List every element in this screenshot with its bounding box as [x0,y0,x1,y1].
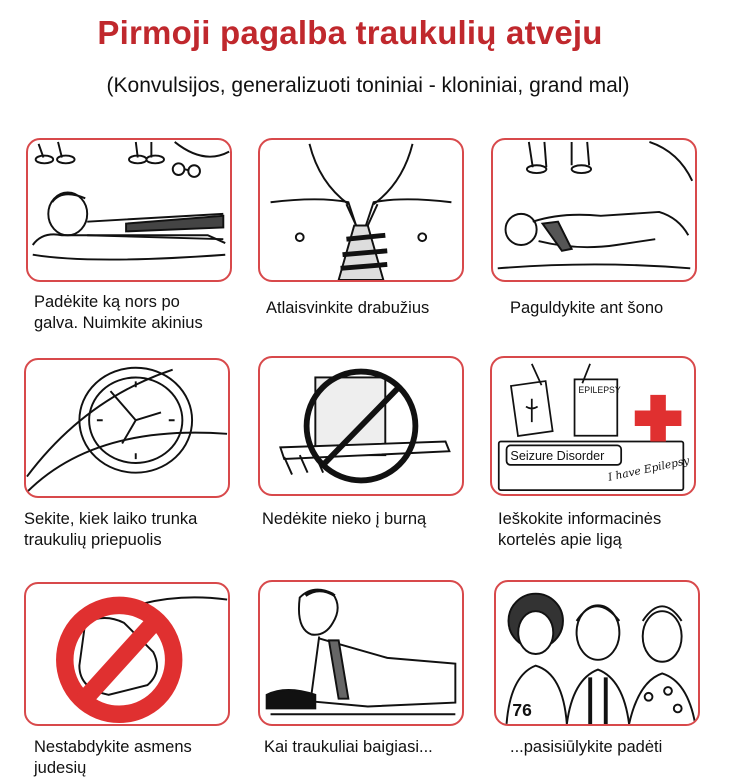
epilepsy-tag-text: EPILEPSY [578,384,621,395]
illustration-watch [24,358,230,498]
step-5-caption: Nedėkite nieko į burną [262,510,427,528]
illustration-nothing-in-mouth [258,356,464,496]
card-note-text: I have Epilepsy [606,453,691,484]
step-9-caption: ...pasisiūlykite padėti [510,738,663,756]
illustration-do-not-restrain [24,582,230,726]
illustration-after-seizure [258,580,464,726]
card-seizure-text: Seizure Disorder [510,449,605,463]
illustration-offer-help [494,580,700,726]
page-subtitle: (Konvulsijos, generalizuoti toniniai - kloniniai, grand mal) [106,74,630,97]
step-6-caption: Ieškokite informacinės kortelės apie ligą [498,510,662,549]
page-title: Pirmoji pagalba traukulių atveju [97,14,603,51]
step-2-caption: Atlaisvinkite drabužius [266,299,430,317]
step-4-caption: Sekite, kiek laiko trunka traukulių priepuolis [24,510,198,549]
step-3-caption: Paguldykite ant šono [510,299,664,317]
illustration-recovery-position [491,138,697,282]
svg-text:76: 76 [512,700,532,721]
illustration-medical-card [490,356,696,496]
step-1-caption: Padėkite ką nors po galva. Nuimkite akinius [34,293,203,332]
step-8-caption: Kai traukuliai baigiasi... [264,738,433,756]
illustration-loosen-collar [258,138,464,282]
step-7-caption: Nestabdykite asmens judesių [34,738,192,777]
illustration-cushion-head [26,138,232,282]
